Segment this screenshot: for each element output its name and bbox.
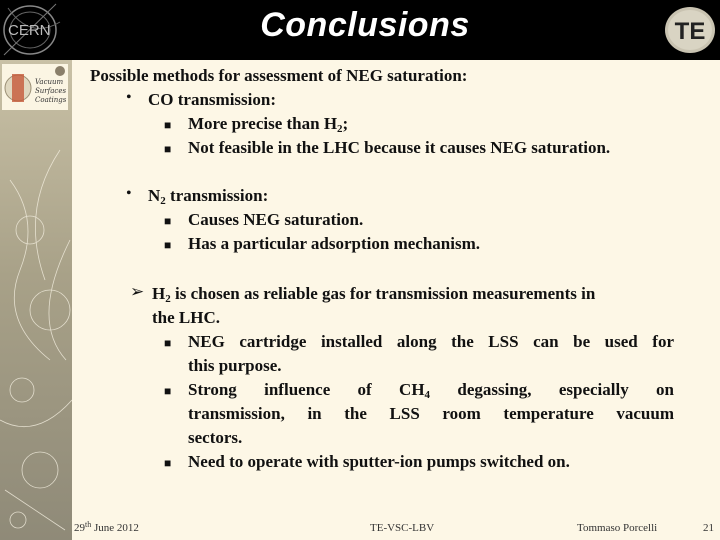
- svg-text:Vacuum: Vacuum: [35, 78, 64, 86]
- footer-date: 29th June 2012: [74, 520, 139, 534]
- vacuum-surfaces-coatings-logo: [2, 64, 68, 110]
- n2-transmission-heading: $N_2$ transmission:: [148, 186, 269, 207]
- h2-heading-line-1: $H_2$ is chosen as reliable gas for transmission measurements in: [152, 284, 596, 305]
- footer-group: TE-VSC-LBV: [370, 522, 435, 534]
- h2-item-2-line-1: Strong influence of $CH_4$ degassing, especially on: [188, 380, 674, 401]
- footer-author: Tommaso Porcelli: [577, 522, 658, 534]
- svg-text:CERN: CERN: [8, 22, 51, 39]
- slide-title: Conclusions: [260, 6, 470, 44]
- bullet-icon: •: [126, 89, 132, 106]
- square-bullet-icon: ■: [164, 384, 172, 398]
- svg-text:Coatings: Coatings: [35, 96, 67, 104]
- te-logo: [664, 6, 716, 54]
- co-transmission-heading: CO transmission:: [148, 90, 276, 109]
- h2-item-2-line-3: sectors.: [188, 428, 243, 447]
- h2-item-2-line-2: transmission, in the LSS room temperature vacuum: [188, 404, 674, 423]
- svg-text:Surfaces: Surfaces: [35, 87, 67, 95]
- footer-page-number: 21: [703, 522, 714, 534]
- square-bullet-icon: ■: [164, 118, 172, 132]
- h2-item-3: Need to operate with sputter-ion pumps switched on.: [188, 452, 570, 471]
- h2-item-1-line-1: NEG cartridge installed along the LSS can be used for: [188, 332, 674, 351]
- arrow-bullet-icon: ➢: [130, 282, 145, 301]
- square-bullet-icon: ■: [164, 336, 172, 350]
- header-bar: [0, 0, 720, 60]
- bubble-chamber-tracks: [0, 60, 72, 540]
- square-bullet-icon: ■: [164, 142, 172, 156]
- intro-line: Possible methods for assessment of NEG saturation:: [90, 66, 468, 85]
- square-bullet-icon: ■: [164, 214, 172, 228]
- n2-item-1: Causes NEG saturation.: [188, 210, 364, 229]
- h2-item-1-line-2: this purpose.: [188, 356, 282, 375]
- svg-text:TE: TE: [674, 18, 706, 45]
- co-item-2: Not feasible in the LHC because it causes NEG saturation.: [188, 138, 611, 157]
- n2-item-2: Has a particular adsorption mechanism.: [188, 234, 481, 253]
- decorative-sidebar: [0, 60, 72, 540]
- square-bullet-icon: ■: [164, 456, 172, 470]
- bullet-icon: •: [126, 185, 132, 202]
- h2-heading-line-2: the LHC.: [152, 308, 220, 327]
- co-item-1: More precise than $H_2$;: [188, 114, 349, 135]
- square-bullet-icon: ■: [164, 238, 172, 252]
